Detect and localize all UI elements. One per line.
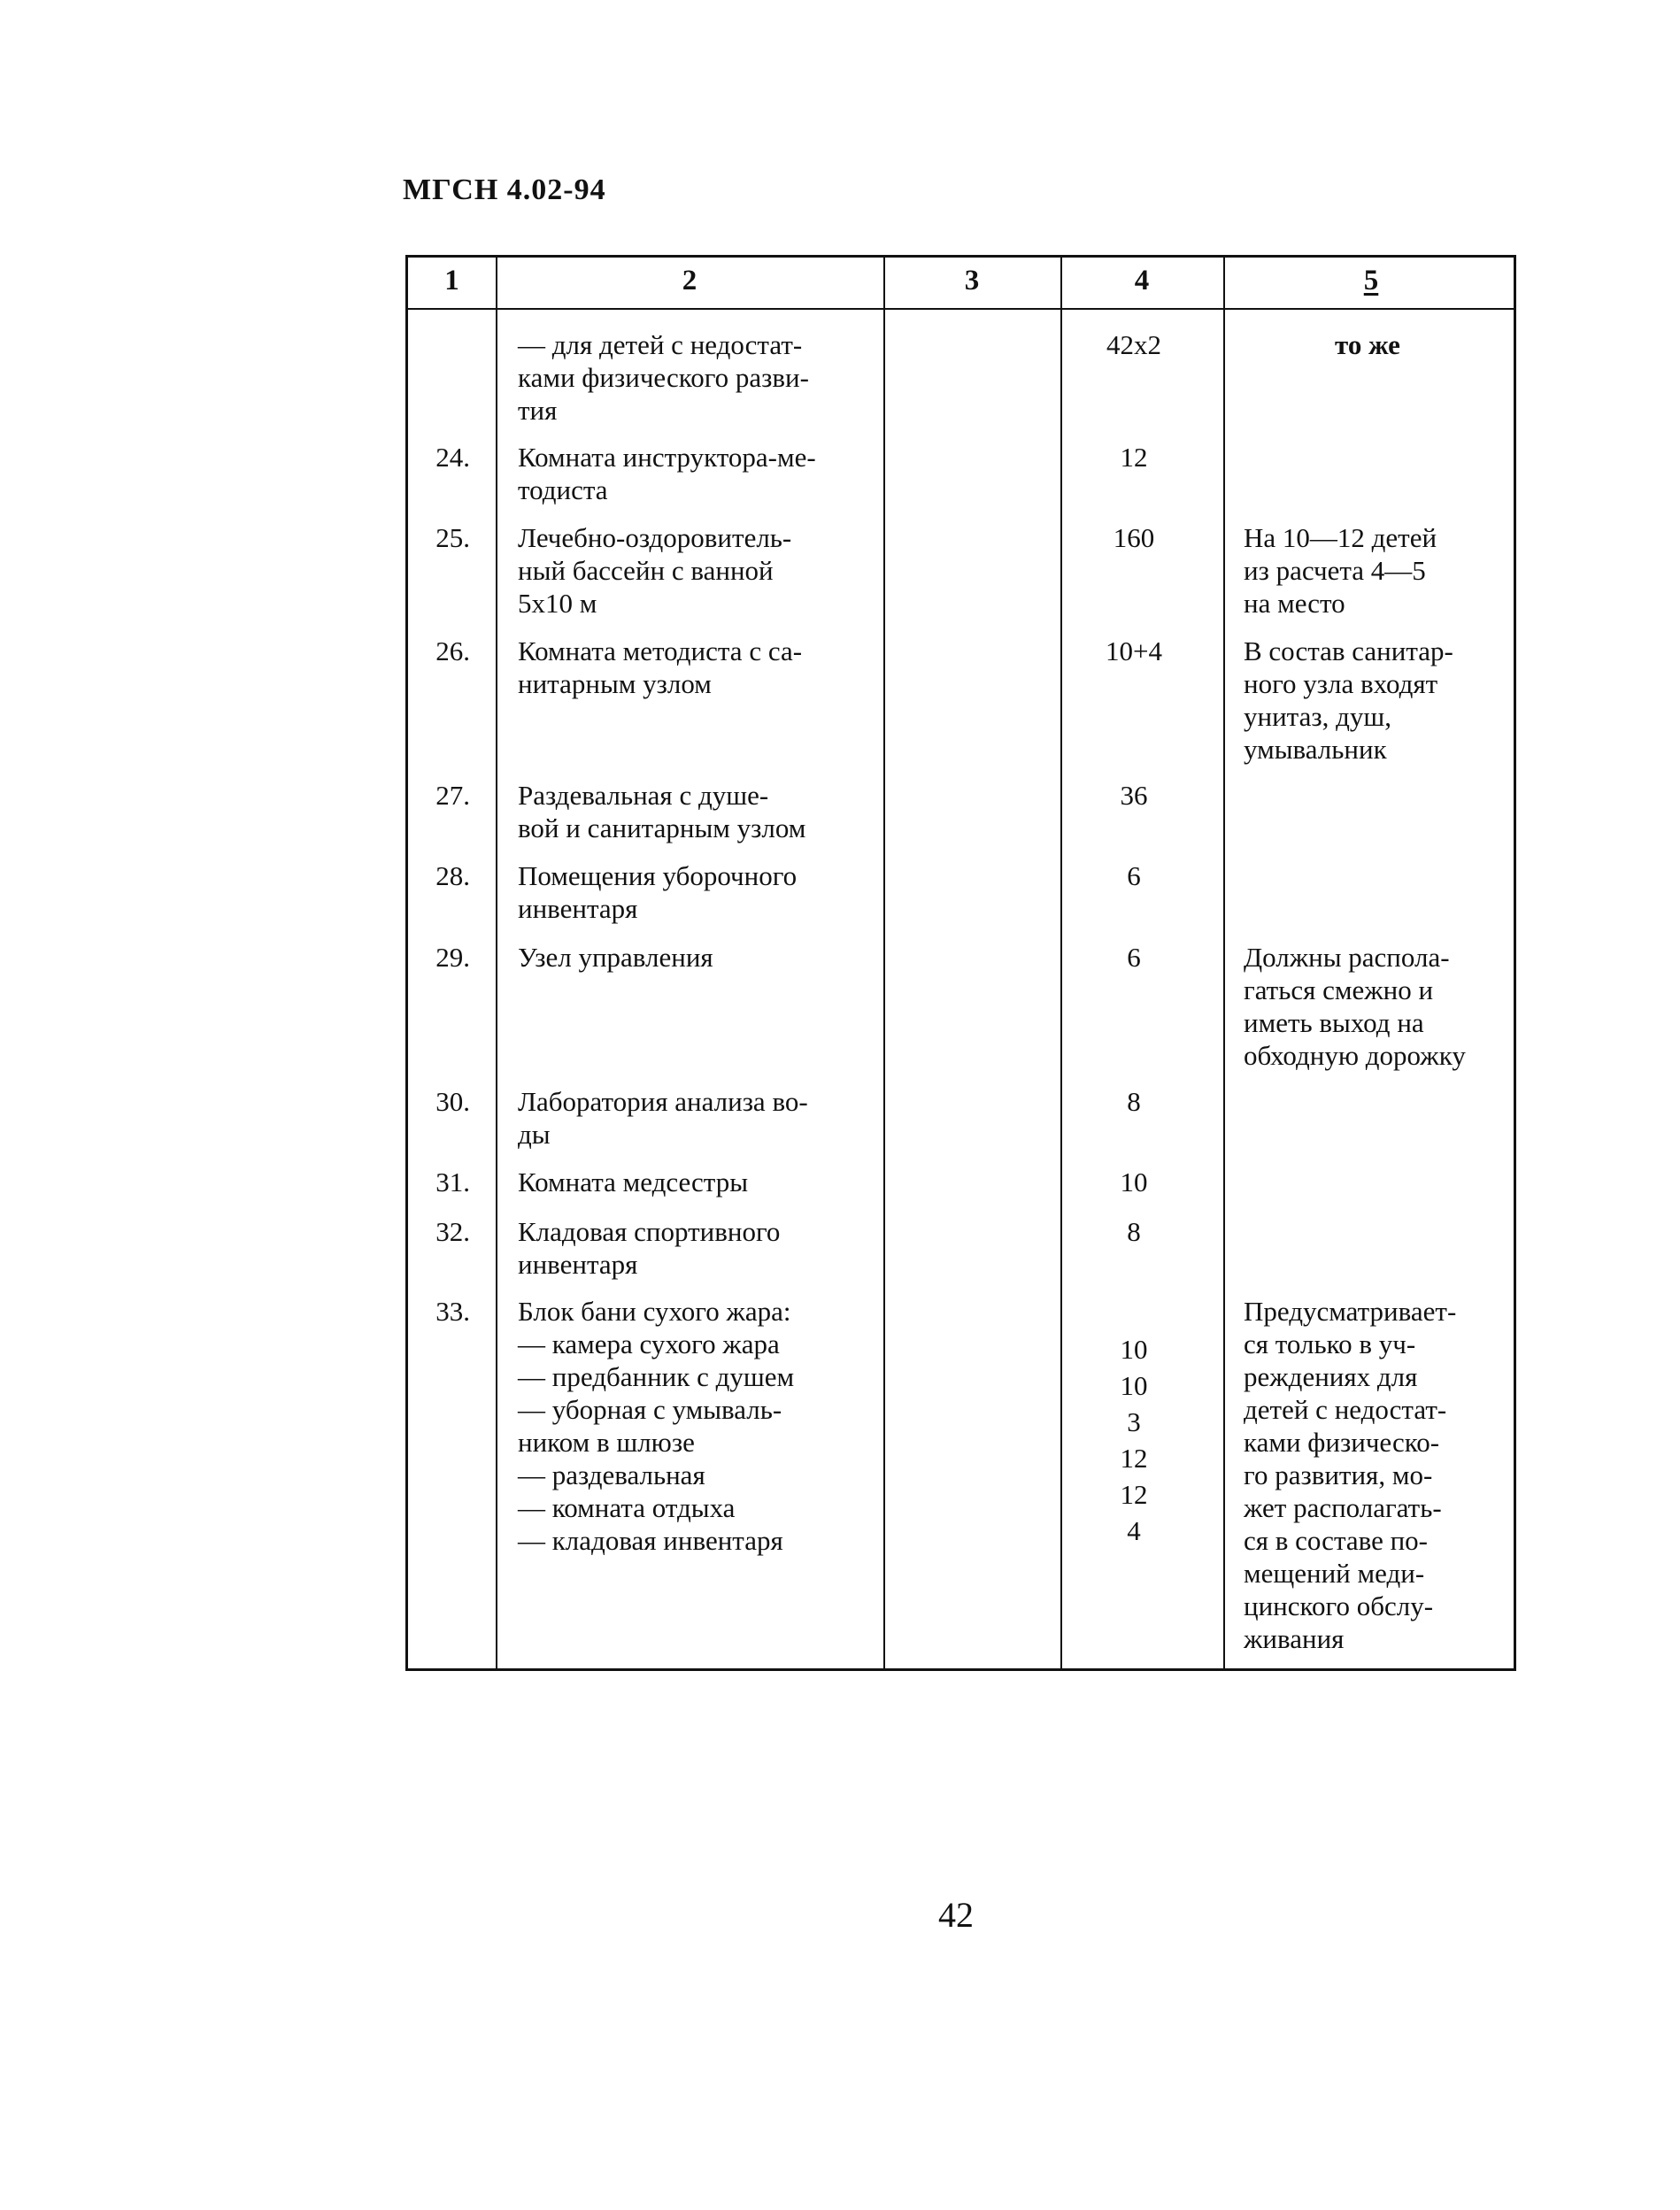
page-number: 42 <box>938 1895 974 1935</box>
area-value: 8 <box>1127 1086 1141 1117</box>
room-name: Комната медсестры <box>518 1167 749 1197</box>
room-name: Помещения уборочного инвентаря <box>518 860 798 924</box>
column-divider <box>496 258 497 1668</box>
row-number: 25. <box>435 522 470 553</box>
header-divider <box>408 308 1514 310</box>
column-divider <box>1223 258 1225 1668</box>
row-number: 24. <box>435 442 470 473</box>
note: то же <box>1335 329 1400 360</box>
column-divider <box>1060 258 1062 1668</box>
column-header-4: 4 <box>1134 265 1150 296</box>
column-header-2: 2 <box>682 265 697 296</box>
row-number: 31. <box>435 1167 470 1197</box>
doc-code: МГСН 4.02-94 <box>403 173 606 206</box>
requirements-table <box>405 255 1516 1671</box>
column-header-3: 3 <box>964 265 980 296</box>
room-name: — для детей с недостат- ками физического разви- тия <box>518 329 809 426</box>
room-name: Блок бани сухого жара: — камера сухого жара — предбанник с душем — уборная с умываль- ником в шлюзе — раздевальная — комната отдыха — кладовая инвентаря <box>518 1296 795 1556</box>
row-number: 26. <box>435 635 470 666</box>
area-value: 6 <box>1127 942 1141 973</box>
row-number: 33. <box>435 1296 470 1327</box>
note: В состав санитар- ного узла входят унитаз, душ, умывальник <box>1244 635 1453 765</box>
area-value: 10+4 <box>1106 635 1162 666</box>
note: Предусматривает- ся только в уч- реждениях для детей с недостат- ками физическо- го развития, мо- жет располагать- ся в составе по- мещений меди- цинского обслу- живания <box>1244 1296 1457 1654</box>
row-number: 27. <box>435 780 470 811</box>
area-value: 12 <box>1120 442 1148 473</box>
area-value: 10 10 3 12 12 4 <box>1120 1334 1148 1546</box>
row-number: 32. <box>435 1216 470 1247</box>
row-number: 30. <box>435 1086 470 1117</box>
room-name: Узел управления <box>518 942 713 973</box>
note: Должны распола- гаться смежно и иметь выход на обходную дорожку <box>1244 942 1466 1071</box>
column-header-5: 5 <box>1363 265 1379 296</box>
area-value: 160 <box>1113 522 1155 553</box>
room-name: Комната инструктора-ме- тодиста <box>518 442 816 505</box>
room-name: Лечебно-оздоровитель- ный бассейн с ванной 5x10 м <box>518 522 792 619</box>
area-value: 6 <box>1127 860 1141 891</box>
area-value: 10 <box>1120 1167 1148 1197</box>
note: На 10—12 детей из расчета 4—5 на место <box>1244 522 1437 619</box>
room-name: Кладовая спортивного инвентаря <box>518 1216 781 1280</box>
area-value: 42x2 <box>1106 329 1161 360</box>
area-value: 36 <box>1120 780 1148 811</box>
area-value: 8 <box>1127 1216 1141 1247</box>
column-header-1: 1 <box>444 265 459 296</box>
row-number: 28. <box>435 860 470 891</box>
room-name: Лаборатория анализа во- ды <box>518 1086 808 1150</box>
row-number: 29. <box>435 942 470 973</box>
room-name: Раздевальная с душе- вой и санитарным узлом <box>518 780 806 843</box>
room-name: Комната методиста с са- нитарным узлом <box>518 635 803 699</box>
